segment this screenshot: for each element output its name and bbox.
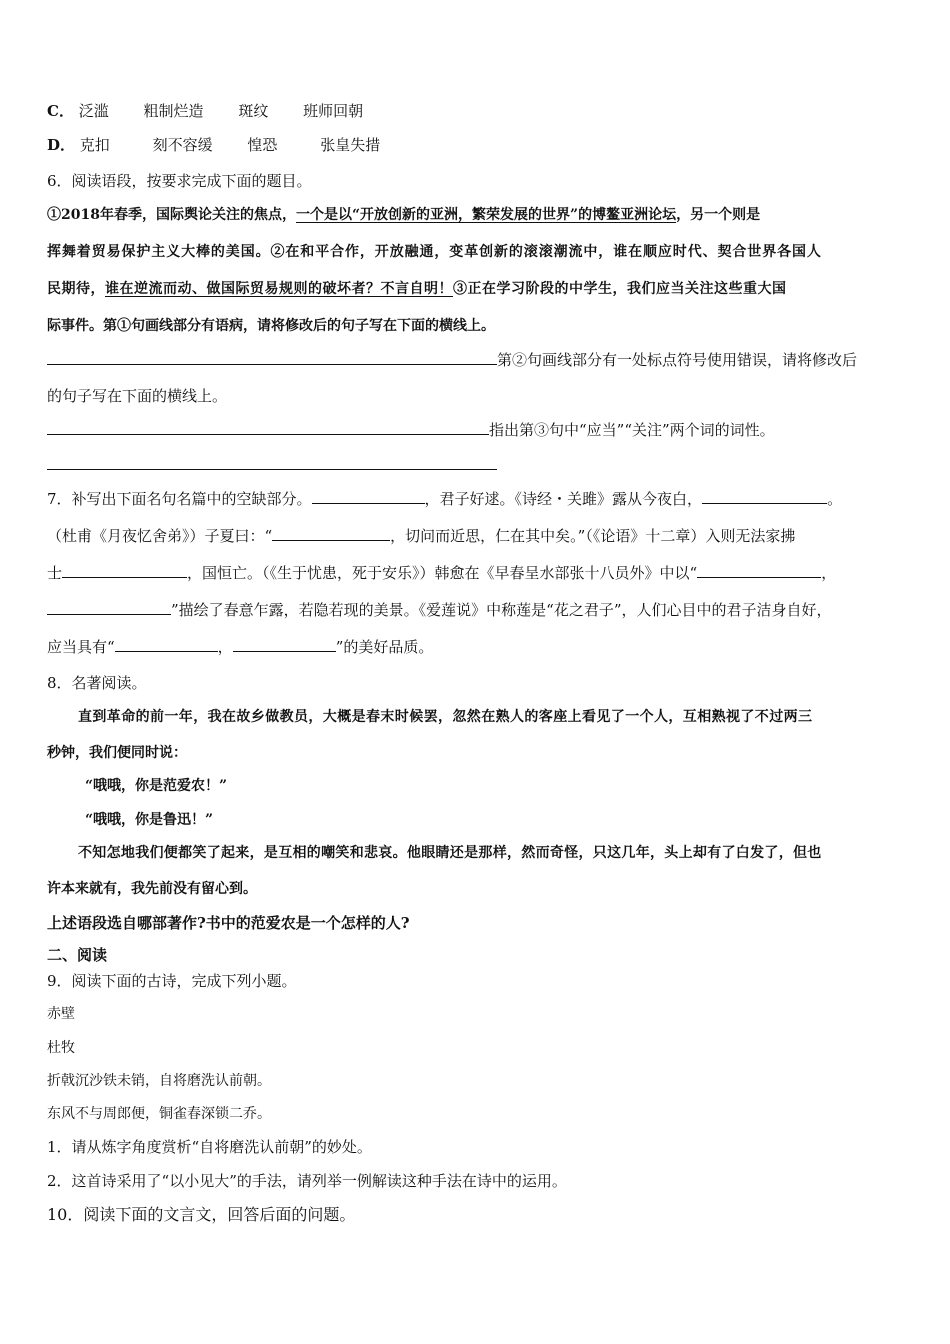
fill-blank[interactable] (312, 489, 425, 504)
q7-text: 应当具有“ (47, 638, 115, 656)
q7-line-4 (47, 600, 832, 620)
q6-passage-line: 际事件。第①句画线部分有语病，请将修改后的句子写在下面的横线上。 (47, 318, 495, 334)
q7-text: ”的美好品质。 (335, 638, 434, 656)
option-c-word: 斑纹 (238, 102, 269, 120)
q6-text: 指出第③句中“应当”“关注”两个词的词性。 (489, 421, 775, 439)
q6-text-line: 的句子写在下面的横线上。 (47, 387, 228, 405)
option-d-label: D． (47, 136, 76, 154)
q8-title: 8．名著阅读。 (47, 674, 147, 692)
answer-blank[interactable] (47, 350, 497, 365)
q6-text: 民期待， (47, 281, 105, 297)
q7-line-1 (47, 489, 842, 509)
option-d-word: 惶恐 (247, 136, 278, 154)
q5-option-d (47, 135, 380, 155)
q7-text: （杜甫《月夜忆舍弟》）子夏曰：“ (47, 527, 273, 545)
q6-text: ①2018年春季，国际舆论关注的焦点， (47, 207, 296, 223)
q7-text: ， (821, 564, 837, 582)
q7-text: ，君子好逑。《诗经・关雎》露从今夜白， (424, 490, 703, 508)
option-c-word: 泛滥 (78, 102, 109, 120)
fill-blank[interactable] (697, 563, 821, 578)
q6-title: 6．阅读语段，按要求完成下面的题目。 (47, 172, 312, 190)
q6-underlined-sentence-1: 一个是以“开放创新的亚洲，繁荣发展的世界”的博鳌亚洲论坛 (295, 207, 677, 223)
q6-passage-line: 挥舞着贸易保护主义大棒的美国。②在和平合作，开放融通，变革创新的滚滚潮流中，谁在顺应时代、契合世界各国人 (47, 244, 822, 260)
q8-question: 上述语段选自哪部著作?书中的范爱农是一个怎样的人? (47, 914, 410, 932)
q6-answer-line-1 (47, 350, 857, 370)
poem-line: 折戟沉沙铁未销，自将磨洗认前朝。 (47, 1073, 271, 1089)
poem-line: 东风不与周郎便，铜雀春深锁二乔。 (47, 1106, 271, 1122)
q6-text: 第②句画线部分有一处标点符号使用错误，请将修改后 (497, 351, 858, 369)
fill-blank[interactable] (272, 526, 390, 541)
fill-blank[interactable] (62, 563, 187, 578)
q7-line-5 (47, 637, 433, 657)
q9-subquestion-1: 1．请从炼字角度赏析“自将磨洗认前朝”的妙处。 (47, 1138, 372, 1156)
q8-excerpt-line: 许本来就有，我先前没有留心到。 (47, 881, 257, 897)
section-heading: 二、阅读 (47, 946, 108, 964)
answer-blank[interactable] (47, 420, 489, 435)
option-c-label: C． (47, 102, 74, 120)
option-c-word: 粗制烂造 (143, 102, 204, 120)
q7-text: ，切问而近思，仁在其中矣。”（《论语》十二章）入则无法家拂 (390, 527, 796, 545)
q8-excerpt-line: 直到革命的前一年，我在故乡做教员，大概是春末时候罢，忽然在熟人的客座上看见了一个人，互相熟视了不过两三 (78, 709, 813, 725)
q6-passage-line (47, 279, 787, 299)
answer-blank[interactable] (47, 469, 497, 470)
q8-dialogue-line: “哦哦，你是范爱农！” (85, 778, 228, 794)
q9-subquestion-2: 2．这首诗采用了“以小见大”的手法，请列举一例解读这种手法在诗中的运用。 (47, 1172, 567, 1190)
q6-passage-line (47, 205, 760, 225)
q7-text: 士 (47, 564, 63, 582)
option-d-word: 张皇失措 (320, 136, 381, 154)
q7-line-3 (47, 563, 836, 583)
q6-answer-line-2 (47, 420, 775, 440)
q5-option-c (47, 101, 363, 121)
q10-title: 10．阅读下面的文言文，回答后面的问题。 (47, 1205, 356, 1224)
q6-text: ，另一个则是 (676, 207, 761, 223)
q7-text: ”描绘了春意乍露，若隐若现的美景。《爱莲说》中称莲是“花之君子”，人们心目中的君子洁身自好， (171, 601, 832, 619)
fill-blank[interactable] (47, 600, 171, 615)
q8-dialogue-line: “哦哦，你是鲁迅！” (85, 812, 214, 828)
q8-excerpt-line: 秒钟，我们便同时说： (47, 745, 187, 761)
q9-title: 9．阅读下面的古诗，完成下列小题。 (47, 972, 297, 990)
q7-line-2 (47, 526, 795, 546)
q7-text: ，国恒亡。（《生于忧患，死于安乐》）韩愈在《早春呈水部张十八员外》中以“ (187, 564, 698, 582)
fill-blank[interactable] (115, 637, 218, 652)
q7-text: 7．补写出下面名句名篇中的空缺部分。 (47, 490, 312, 508)
q6-text: ③正在学习阶段的中学生，我们应当关注这些重大国 (453, 281, 787, 297)
q7-text: 。 (827, 490, 843, 508)
option-d-word: 刻不容缓 (152, 136, 213, 154)
fill-blank[interactable] (702, 489, 827, 504)
poem-title: 赤壁 (47, 1006, 75, 1022)
q7-text: ， (217, 638, 233, 656)
poem-author: 杜牧 (47, 1040, 75, 1056)
q6-underlined-sentence-2: 谁在逆流而动、做国际贸易规则的破坏者？不言自明！ (105, 281, 453, 297)
option-d-word: 克扣 (79, 136, 110, 154)
option-c-word: 班师回朝 (303, 102, 364, 120)
q8-excerpt-line: 不知怎地我们便都笑了起来，是互相的嘲笑和悲哀。他眼睛还是那样，然而奇怪，只这几年，头上却有了白发了，但也 (78, 845, 822, 861)
fill-blank[interactable] (233, 637, 336, 652)
